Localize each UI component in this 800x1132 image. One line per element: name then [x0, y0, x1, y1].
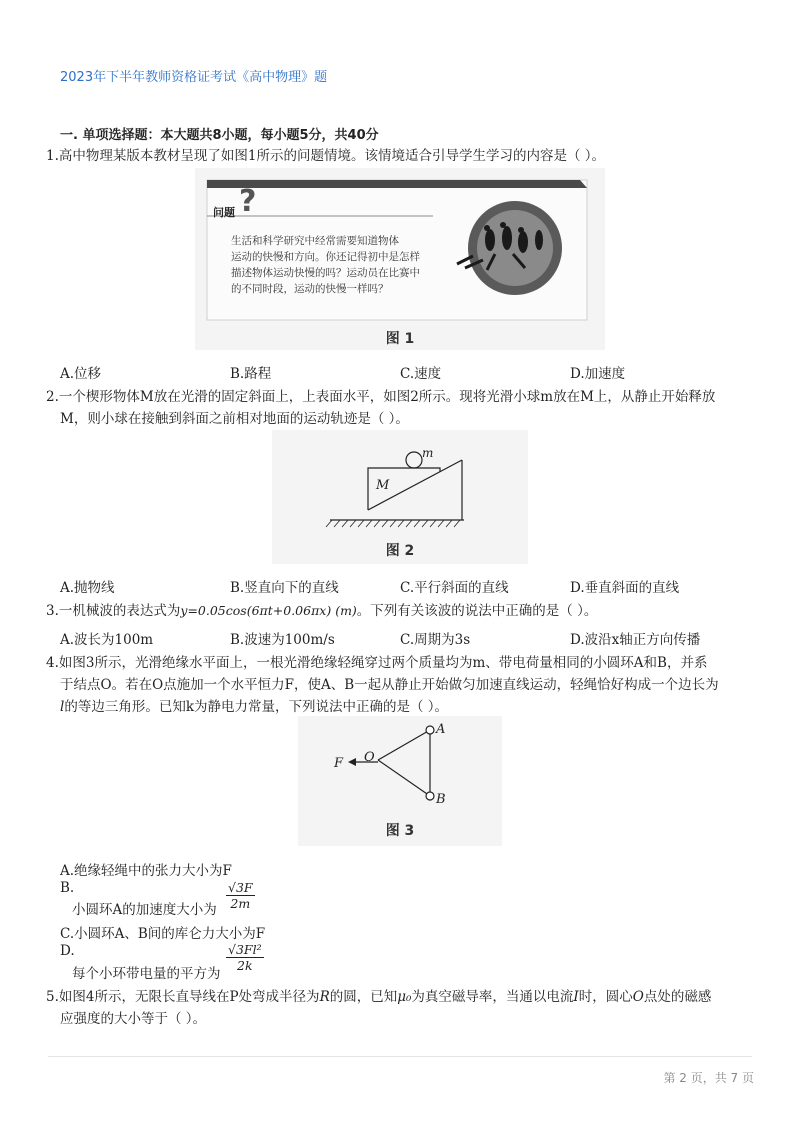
q4-line-3-text: 的等边三角形。已知k为静电力常量，下列说法中正确的是（ ）。 — [64, 699, 449, 715]
question-3-text — [46, 600, 597, 622]
label-m: m — [422, 446, 434, 460]
q3-suffix: 。下列有关该波的说法中正确的是（ ）。 — [356, 603, 598, 619]
q1-option-c[interactable]: C.速度 — [400, 366, 442, 382]
section-title: 一. 单项选择题：本大题共8小题，每小题5分，共40分 — [60, 128, 379, 143]
fraction-denominator: 2k — [237, 958, 253, 973]
q2-option-c[interactable]: C.平行斜面的直线 — [400, 580, 509, 596]
q2-option-d[interactable]: D.垂直斜面的直线 — [570, 580, 680, 596]
label-A: A — [436, 722, 446, 737]
label-O: O — [364, 750, 375, 765]
figure-1-body-line: 生活和科学研究中经常需要知道物体 — [231, 235, 399, 247]
q5-var-O: O — [632, 989, 644, 1005]
question-4-line-3 — [60, 696, 448, 718]
q1-option-b[interactable]: B.路程 — [230, 366, 272, 382]
question-4-line-2: 于结点O。若在O点施加一个水平恒力F，使A、B一起从静止开始做匀加速直线运动，轻绳恰好构成一个边长为 — [60, 677, 719, 693]
question-5-line-2: 应强度的大小等于（ ）。 — [60, 1011, 207, 1027]
figure-1-body-line: 的不同时段，运动的快慢一样吗？ — [231, 283, 389, 295]
fraction-numerator: √3Fl² — [228, 942, 262, 957]
figure-3-caption: 图 3 — [385, 823, 415, 839]
figure-3 — [298, 716, 502, 846]
q3-option-a[interactable]: A.波长为100m — [60, 632, 154, 648]
figure-1-body — [231, 233, 441, 297]
q2-option-a[interactable]: A.抛物线 — [60, 580, 115, 596]
question-5-line-1 — [46, 986, 711, 1008]
q4-option-d-fraction — [226, 942, 264, 973]
q4-option-d[interactable] — [72, 962, 221, 982]
figure-1 — [195, 168, 605, 350]
q5-var-I: I — [573, 989, 579, 1005]
fraction-numerator: √3F — [228, 880, 253, 895]
figure-2 — [272, 430, 528, 564]
figure-1-label: 问题 — [213, 206, 235, 219]
q4-var-l: l — [60, 699, 65, 715]
figure-1-body-line: 运动的快慢和方向。你还记得初中是怎样 — [231, 251, 420, 263]
fraction-denominator: 2m — [230, 896, 251, 911]
figure-1-body-line: 描述物体运动快慢的吗？运动员在比赛中 — [231, 267, 420, 279]
q5-var-mu0: μ₀ — [397, 989, 412, 1005]
page-number: 第 2 页，共 7 页 — [663, 1071, 754, 1085]
exam-title: 2023年下半年教师资格证考试《高中物理》题 — [60, 70, 328, 85]
figure-1-caption: 图 1 — [385, 331, 415, 347]
q4-option-b-text: 小圆环A的加速度大小为 — [72, 902, 217, 918]
q3-prefix: 3.一机械波的表达式为 — [46, 603, 181, 619]
label-B: B — [436, 792, 446, 807]
label-M: M — [376, 478, 390, 493]
question-2-line-2: M，则小球在接触到斜面之前相对地面的运动轨迹是（ ）。 — [60, 411, 409, 427]
q4-option-d-letter[interactable]: D. — [60, 943, 75, 959]
q4-option-b[interactable] — [72, 898, 217, 918]
q3-option-c[interactable]: C.周期为3s — [400, 632, 471, 648]
q5-part: 点处的磁感 — [643, 989, 712, 1005]
q4-option-c[interactable]: C.小圆环A、B间的库仑力大小为F — [60, 926, 266, 942]
question-4-line-1: 4.如图3所示，光滑绝缘水平面上，一根光滑绝缘轻绳穿过两个质量均为m、带电荷量相同的小圆环A和B，并系 — [46, 655, 708, 671]
figure-2-caption: 图 2 — [385, 543, 415, 559]
question-2-line-1: 2.一个楔形物体M放在光滑的固定斜面上，上表面水平，如图2所示。现将光滑小球m放在M上，从静止开始释放 — [46, 389, 716, 405]
q5-part: 的圆，已知 — [329, 989, 398, 1005]
q3-formula: y=0.05cos(6πt+0.06πx) (m) — [180, 603, 357, 618]
q5-part: 时，圆心 — [578, 989, 633, 1005]
q3-option-b[interactable]: B.波速为100m/s — [230, 632, 335, 648]
q5-var-R: R — [319, 989, 330, 1005]
q2-option-b[interactable]: B.竖直向下的直线 — [230, 580, 339, 596]
q4-option-a[interactable]: A.绝缘轻绳中的张力大小为F — [60, 863, 232, 879]
question-mark-icon: ? — [239, 184, 257, 219]
q1-option-d[interactable]: D.加速度 — [570, 366, 626, 382]
footer-divider — [48, 1056, 752, 1057]
q4-option-b-fraction — [226, 880, 255, 911]
q1-option-a[interactable]: A.位移 — [60, 366, 102, 382]
label-F: F — [334, 756, 344, 771]
q3-option-d[interactable]: D.波沿x轴正方向传播 — [570, 632, 701, 648]
q5-part: 为真空磁导率，当通以电流 — [411, 989, 574, 1005]
q5-part: 5.如图4所示，无限长直导线在P处弯成半径为 — [46, 989, 320, 1005]
q4-option-d-text: 每个小环带电量的平方为 — [72, 966, 221, 982]
q4-option-b-letter[interactable]: B. — [60, 880, 75, 896]
question-1-text: 1.高中物理某版本教材呈现了如图1所示的问题情境。该情境适合引导学生学习的内容是（ ）。 — [46, 148, 606, 164]
